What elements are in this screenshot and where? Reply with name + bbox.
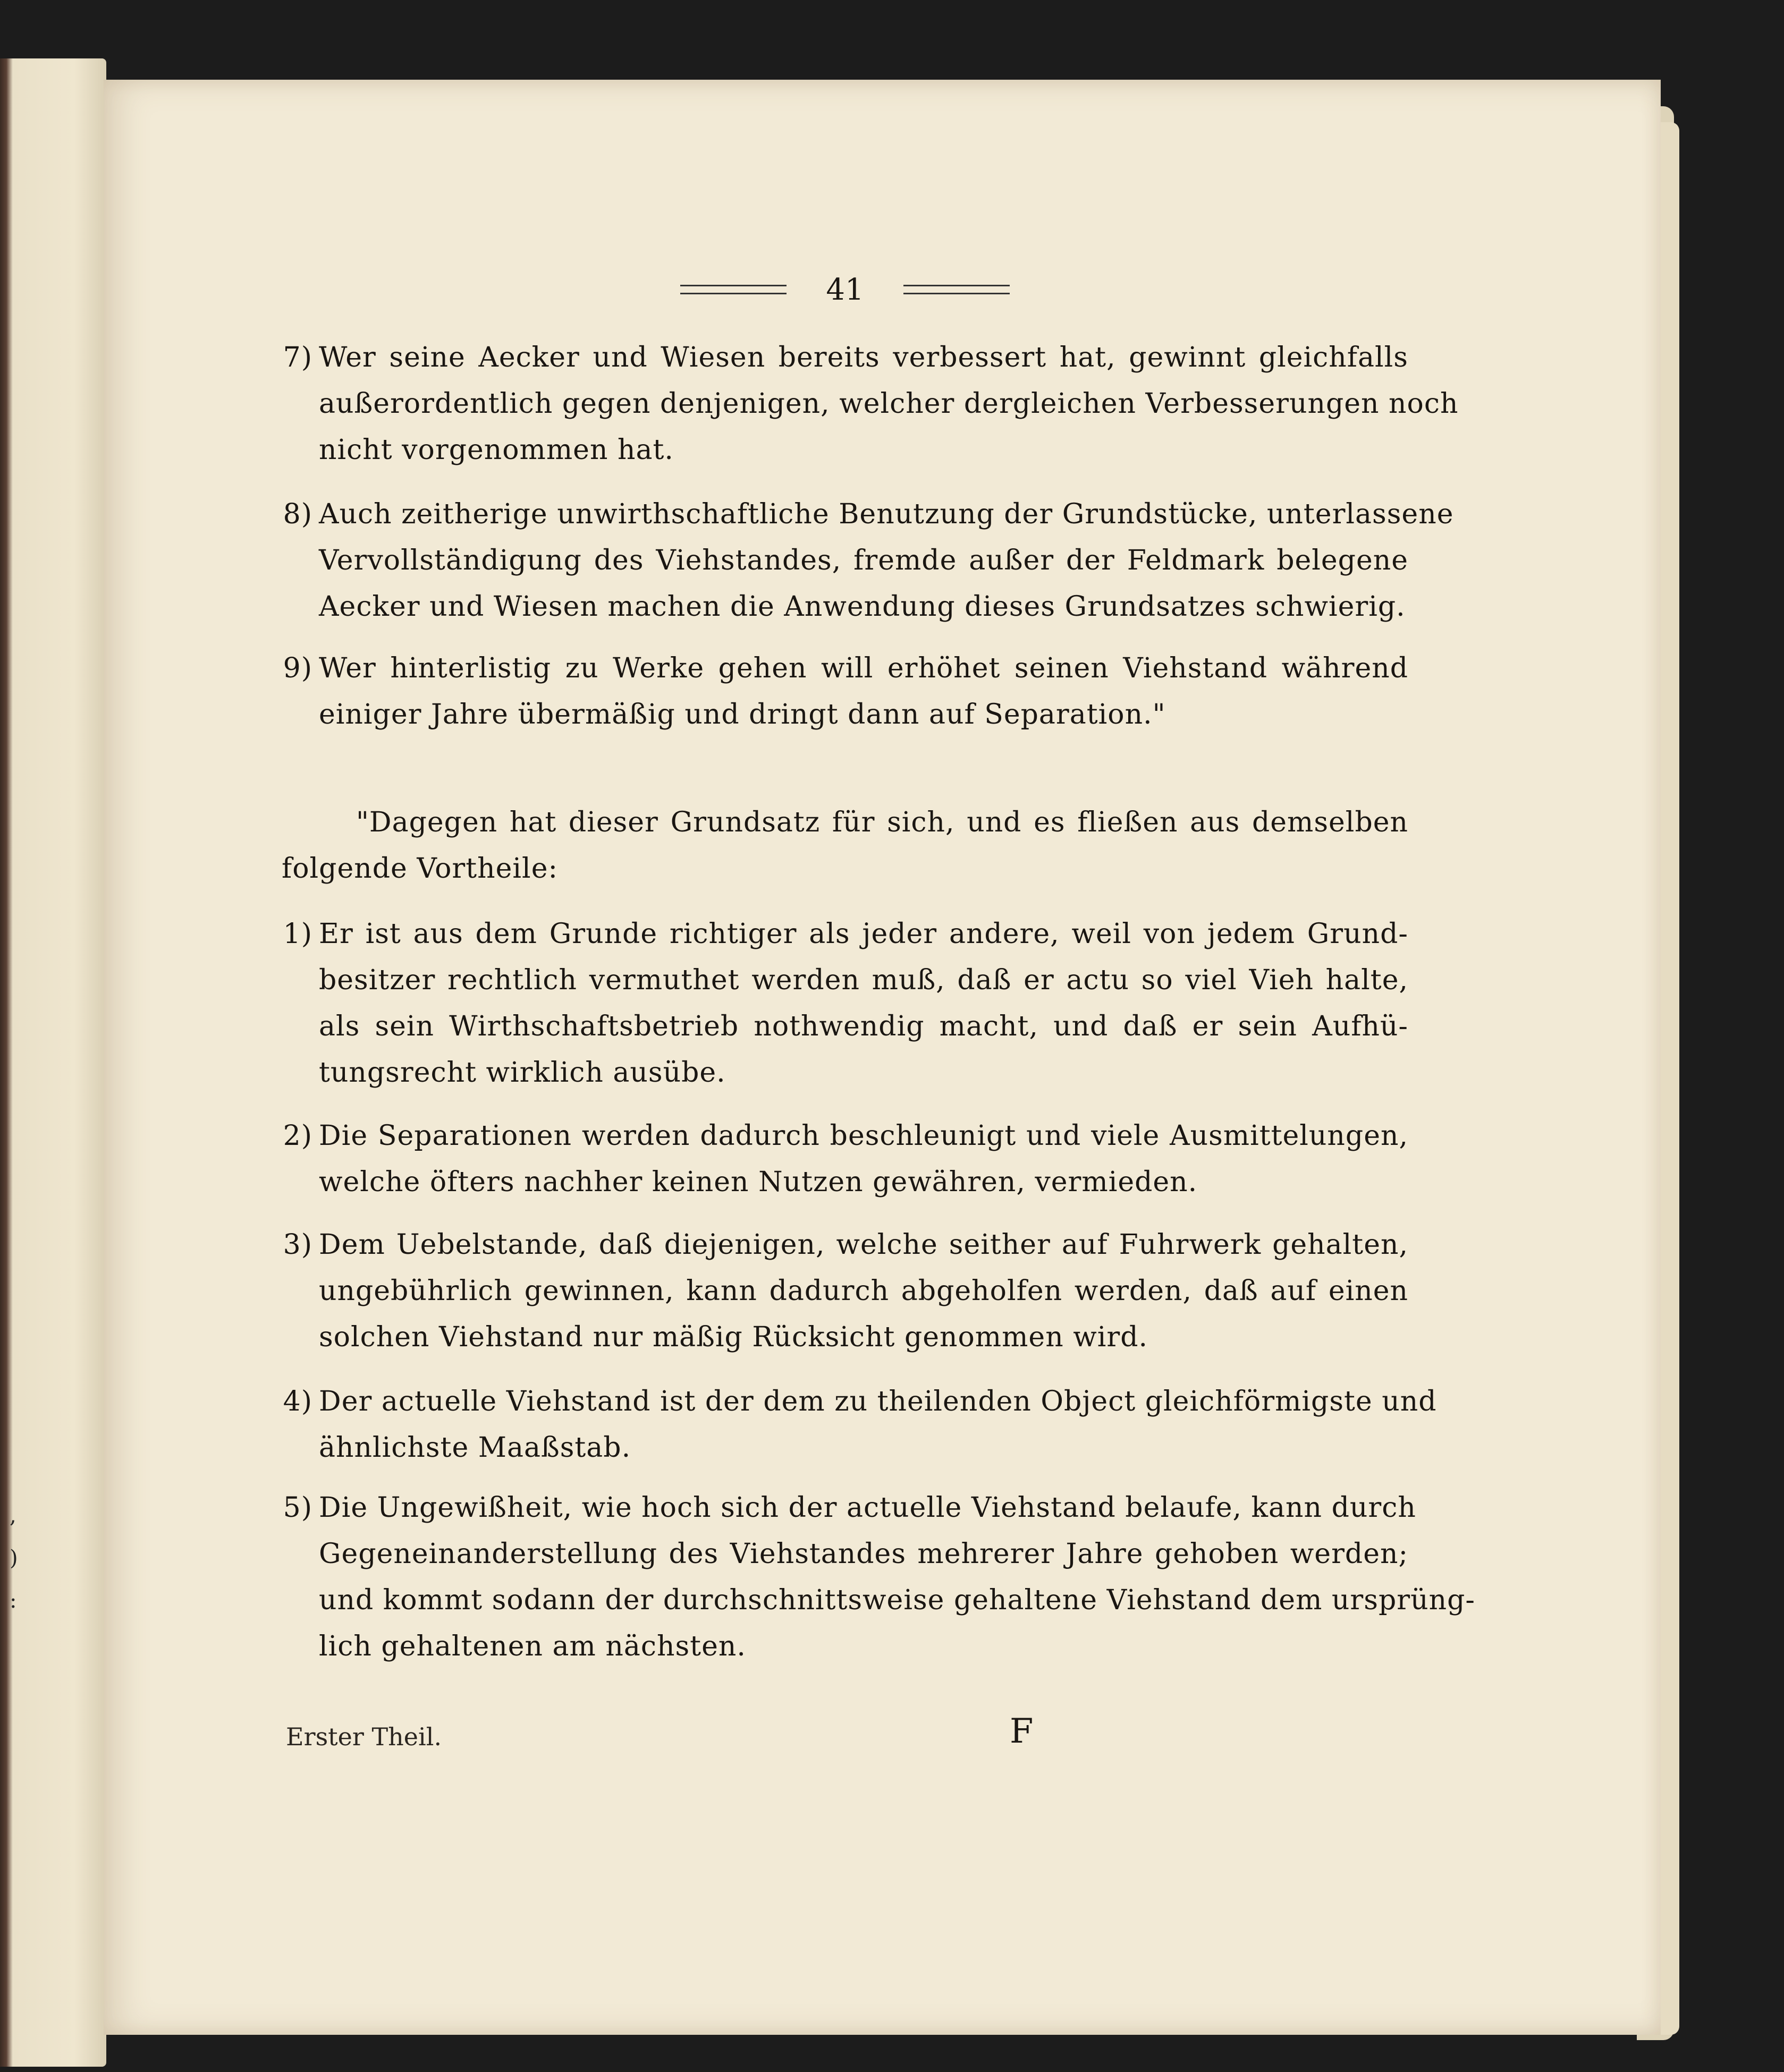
margin-mark: ) bbox=[10, 1546, 18, 1570]
item-number: 3) bbox=[283, 1229, 312, 1261]
item-number: 5) bbox=[283, 1492, 312, 1524]
text-line: Dem Uebelstande, daß diejenigen, welche seither auf Fuhrwerk gehalten, bbox=[319, 1229, 1408, 1261]
text-line: Die Ungewißheit, wie hoch sich der actuelle Viehstand belaufe, kann durch bbox=[319, 1492, 1416, 1524]
text-line: lich gehaltenen am nächsten. bbox=[319, 1631, 746, 1662]
text-line: Die Separationen werden dadurch beschleunigt und viele Ausmittelungen, bbox=[319, 1120, 1408, 1152]
text-line: Vervollständigung des Viehstandes, fremde außer der Feldmark belegene bbox=[319, 545, 1408, 576]
text-line: Auch zeitherige unwirthschaftliche Benutzung der Grundstücke, unterlassene bbox=[319, 498, 1454, 530]
text-line: Wer seine Aecker und Wiesen bereits verbessert hat, gewinnt gleichfalls bbox=[319, 342, 1408, 373]
signature-mark: F bbox=[1010, 1712, 1034, 1751]
margin-mark: , bbox=[10, 1504, 16, 1528]
item-number: 7) bbox=[283, 342, 312, 373]
page-number: 41 bbox=[826, 272, 864, 307]
page-header bbox=[680, 268, 1010, 311]
item-number: 1) bbox=[283, 918, 312, 950]
text-line: außerordentlich gegen denjenigen, welcher dergleichen Verbesserungen noch bbox=[319, 388, 1459, 420]
signature-line: Erster Theil. bbox=[286, 1722, 442, 1751]
text-line: solchen Viehstand nur mäßig Rücksicht genommen wird. bbox=[319, 1321, 1148, 1353]
text-line: Der actuelle Viehstand ist der dem zu theilenden Object gleichförmigste und bbox=[319, 1386, 1437, 1417]
list-item-9 bbox=[283, 646, 1408, 738]
text-line: folgende Vortheile: bbox=[282, 853, 558, 885]
text-line: Aecker und Wiesen machen die Anwendung dieses Grundsatzes schwierig. bbox=[319, 591, 1406, 623]
list-item-8 bbox=[283, 491, 1454, 630]
text-line: ungebührlich gewinnen, kann dadurch abgeholfen werden, daß auf einen bbox=[319, 1275, 1408, 1307]
margin-mark: : bbox=[10, 1589, 17, 1613]
text-line: und kommt sodann der durchschnittsweise gehaltene Viehstand dem ursprüng- bbox=[319, 1584, 1475, 1616]
list-item-2 bbox=[283, 1113, 1408, 1205]
text-line: tungsrecht wirklich ausübe. bbox=[319, 1057, 726, 1089]
paragraph bbox=[282, 800, 1408, 892]
header-rule-right bbox=[903, 285, 1010, 294]
text-line: Wer hinterlistig zu Werke gehen will erhöhet seinen Viehstand während bbox=[319, 652, 1408, 684]
text-line: "Dagegen hat dieser Grundsatz für sich, und es fließen aus demselben bbox=[356, 806, 1408, 838]
text-line: besitzer rechtlich vermuthet werden muß, daß er actu so viel Vieh halte, bbox=[319, 964, 1408, 996]
item-number: 2) bbox=[283, 1120, 312, 1152]
list-item-5 bbox=[283, 1485, 1475, 1670]
item-number: 9) bbox=[283, 652, 312, 684]
header-rule-left bbox=[680, 285, 787, 294]
text-line: einiger Jahre übermäßig und dringt dann auf Separation." bbox=[319, 699, 1166, 731]
text-line: nicht vorgenommen hat. bbox=[319, 434, 674, 466]
item-number: 8) bbox=[283, 498, 312, 530]
text-line: ähnlichste Maaßstab. bbox=[319, 1432, 631, 1464]
text-line: als sein Wirthschaftsbetrieb nothwendig macht, und daß er sein Aufhü- bbox=[319, 1010, 1408, 1042]
text-line: welche öfters nachher keinen Nutzen gewähren, vermieden. bbox=[319, 1166, 1198, 1198]
list-item-1 bbox=[283, 911, 1408, 1096]
list-item-7 bbox=[283, 335, 1459, 473]
previous-page-edge bbox=[0, 58, 106, 2067]
list-item-3 bbox=[283, 1222, 1408, 1361]
text-line: Gegeneinanderstellung des Viehstandes mehrerer Jahre gehoben werden; bbox=[319, 1538, 1408, 1570]
text-line: Er ist aus dem Grunde richtiger als jeder andere, weil von jedem Grund- bbox=[319, 918, 1408, 950]
item-number: 4) bbox=[283, 1386, 312, 1417]
list-item-4 bbox=[283, 1379, 1437, 1471]
